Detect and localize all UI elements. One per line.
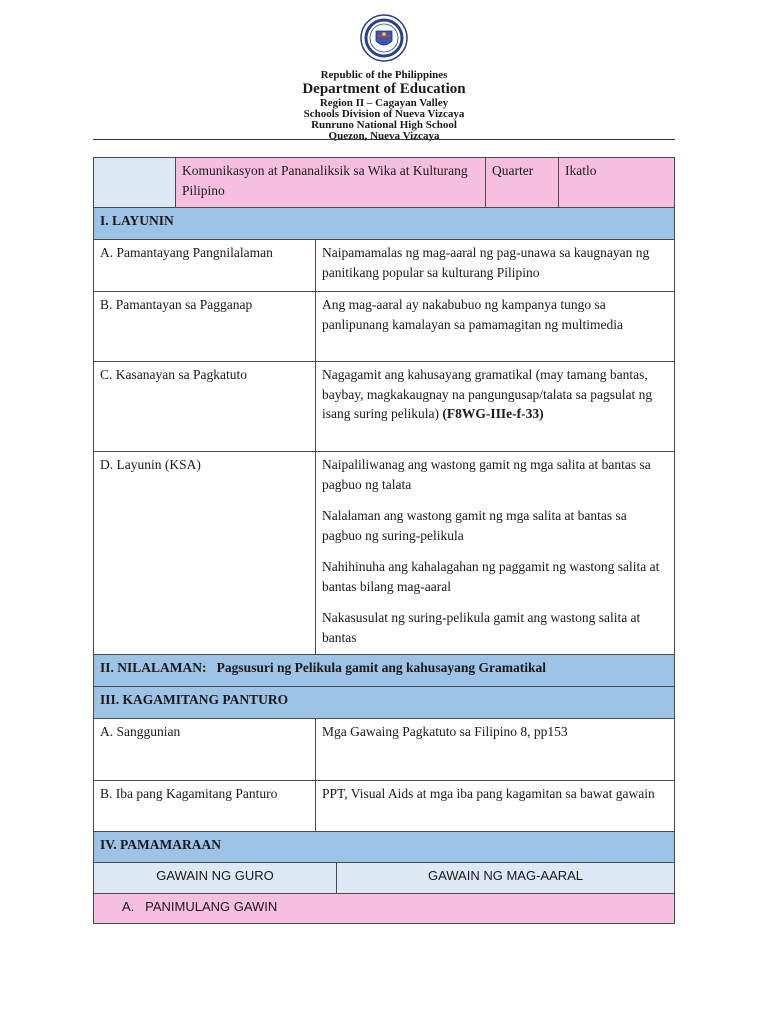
objective-item: Naipaliliwanag ang wastong gamit ng mga salita at bantas sa pagbuo ng talata: [322, 457, 651, 492]
section-pamamaraan: IV. PAMAMARAAN: [93, 831, 675, 863]
sanggunian-label: A. Sanggunian: [93, 718, 316, 781]
subject-cell: Komunikasyon at Pananaliksik sa Wika at Kulturang Pilipino: [175, 157, 486, 208]
iba-pang-kagamitan-label: B. Iba pang Kagamitang Panturo: [93, 780, 316, 832]
pamantayan-pagganap-value: Ang mag-aaral ay nakabubuo ng kampanya tungo sa panlipunang kamalayan sa pamamagitan ng multimedia: [315, 291, 675, 362]
quarter-value: Ikatlo: [558, 157, 675, 208]
objective-item: Nahihinuha ang kahalagahan ng paggamit ng wastong salita at bantas bilang mag-aaral: [322, 559, 660, 594]
header-divider: [93, 139, 675, 140]
section-layunin: I. LAYUNIN: [93, 207, 675, 240]
panimulang-gawain-label: A. PANIMULANG GAWIN: [122, 899, 278, 914]
gawain-mag-aaral-header: GAWAIN NG MAG-AARAL: [336, 862, 675, 894]
republic-text: Republic of the Philippines: [320, 69, 448, 81]
school-text: Runruno National High School: [311, 119, 457, 131]
kasanayan-value: [315, 361, 675, 452]
pamantayan-pagganap-label: B. Pamantayan sa Pagganap: [93, 291, 316, 362]
objective-item: Nakasusulat ng suring-pelikula gamit ang wastong salita at bantas: [322, 610, 641, 645]
pamantayang-pangnilalaman-label: A. Pamantayang Pangnilalaman: [93, 239, 316, 292]
kasanayan-label: C. Kasanayan sa Pagkatuto: [93, 361, 316, 452]
letterhead: [0, 70, 768, 142]
sanggunian-value: Mga Gawaing Pagkatuto sa Filipino 8, pp153: [315, 718, 675, 781]
region-text: Region II – Cagayan Valley: [319, 97, 449, 109]
layunin-ksa-label: D. Layunin (KSA): [93, 451, 316, 655]
quarter-label: Quarter: [485, 157, 559, 208]
kasanayan-text: Nagagamit ang kahusayang gramatikal (may tamang bantas, baybay, magkakaugnay na pangungusap/talata sa pagsulat ng isang suring pelikula): [322, 367, 653, 421]
section-nilalaman: [93, 654, 675, 687]
deped-seal-icon: [360, 14, 408, 62]
iba-pang-kagamitan-value: PPT, Visual Aids at mga iba pang kagamitan sa bawat gawain: [315, 780, 675, 832]
panimulang-gawain-row: [93, 893, 675, 924]
nilalaman-label: II. NILALAMAN:: [100, 660, 207, 675]
division-text: Schools Division of Nueva Vizcaya: [303, 108, 465, 120]
blank-cell: [93, 157, 176, 208]
layunin-ksa-value: [315, 451, 675, 655]
pamantayang-pangnilalaman-value: Naipamamalas ng mag-aaral ng pag-unawa sa kaugnayan ng panitikang popular sa kulturang Pilipino: [315, 239, 675, 292]
section-kagamitan: III. KAGAMITANG PANTURO: [93, 686, 675, 719]
nilalaman-value: Pagsusuri ng Pelikula gamit ang kahusayang Gramatikal: [216, 660, 546, 675]
competency-code: (F8WG-IIIe-f-33): [442, 406, 544, 421]
objective-item: Nalalaman ang wastong gamit ng mga salita at bantas sa pagbuo ng suring-pelikula: [322, 508, 627, 543]
address-text: Quezon, Nueva Vizcaya: [328, 130, 440, 142]
department-title: Department of Education: [302, 81, 466, 97]
gawain-guro-header: GAWAIN NG GURO: [93, 862, 337, 894]
